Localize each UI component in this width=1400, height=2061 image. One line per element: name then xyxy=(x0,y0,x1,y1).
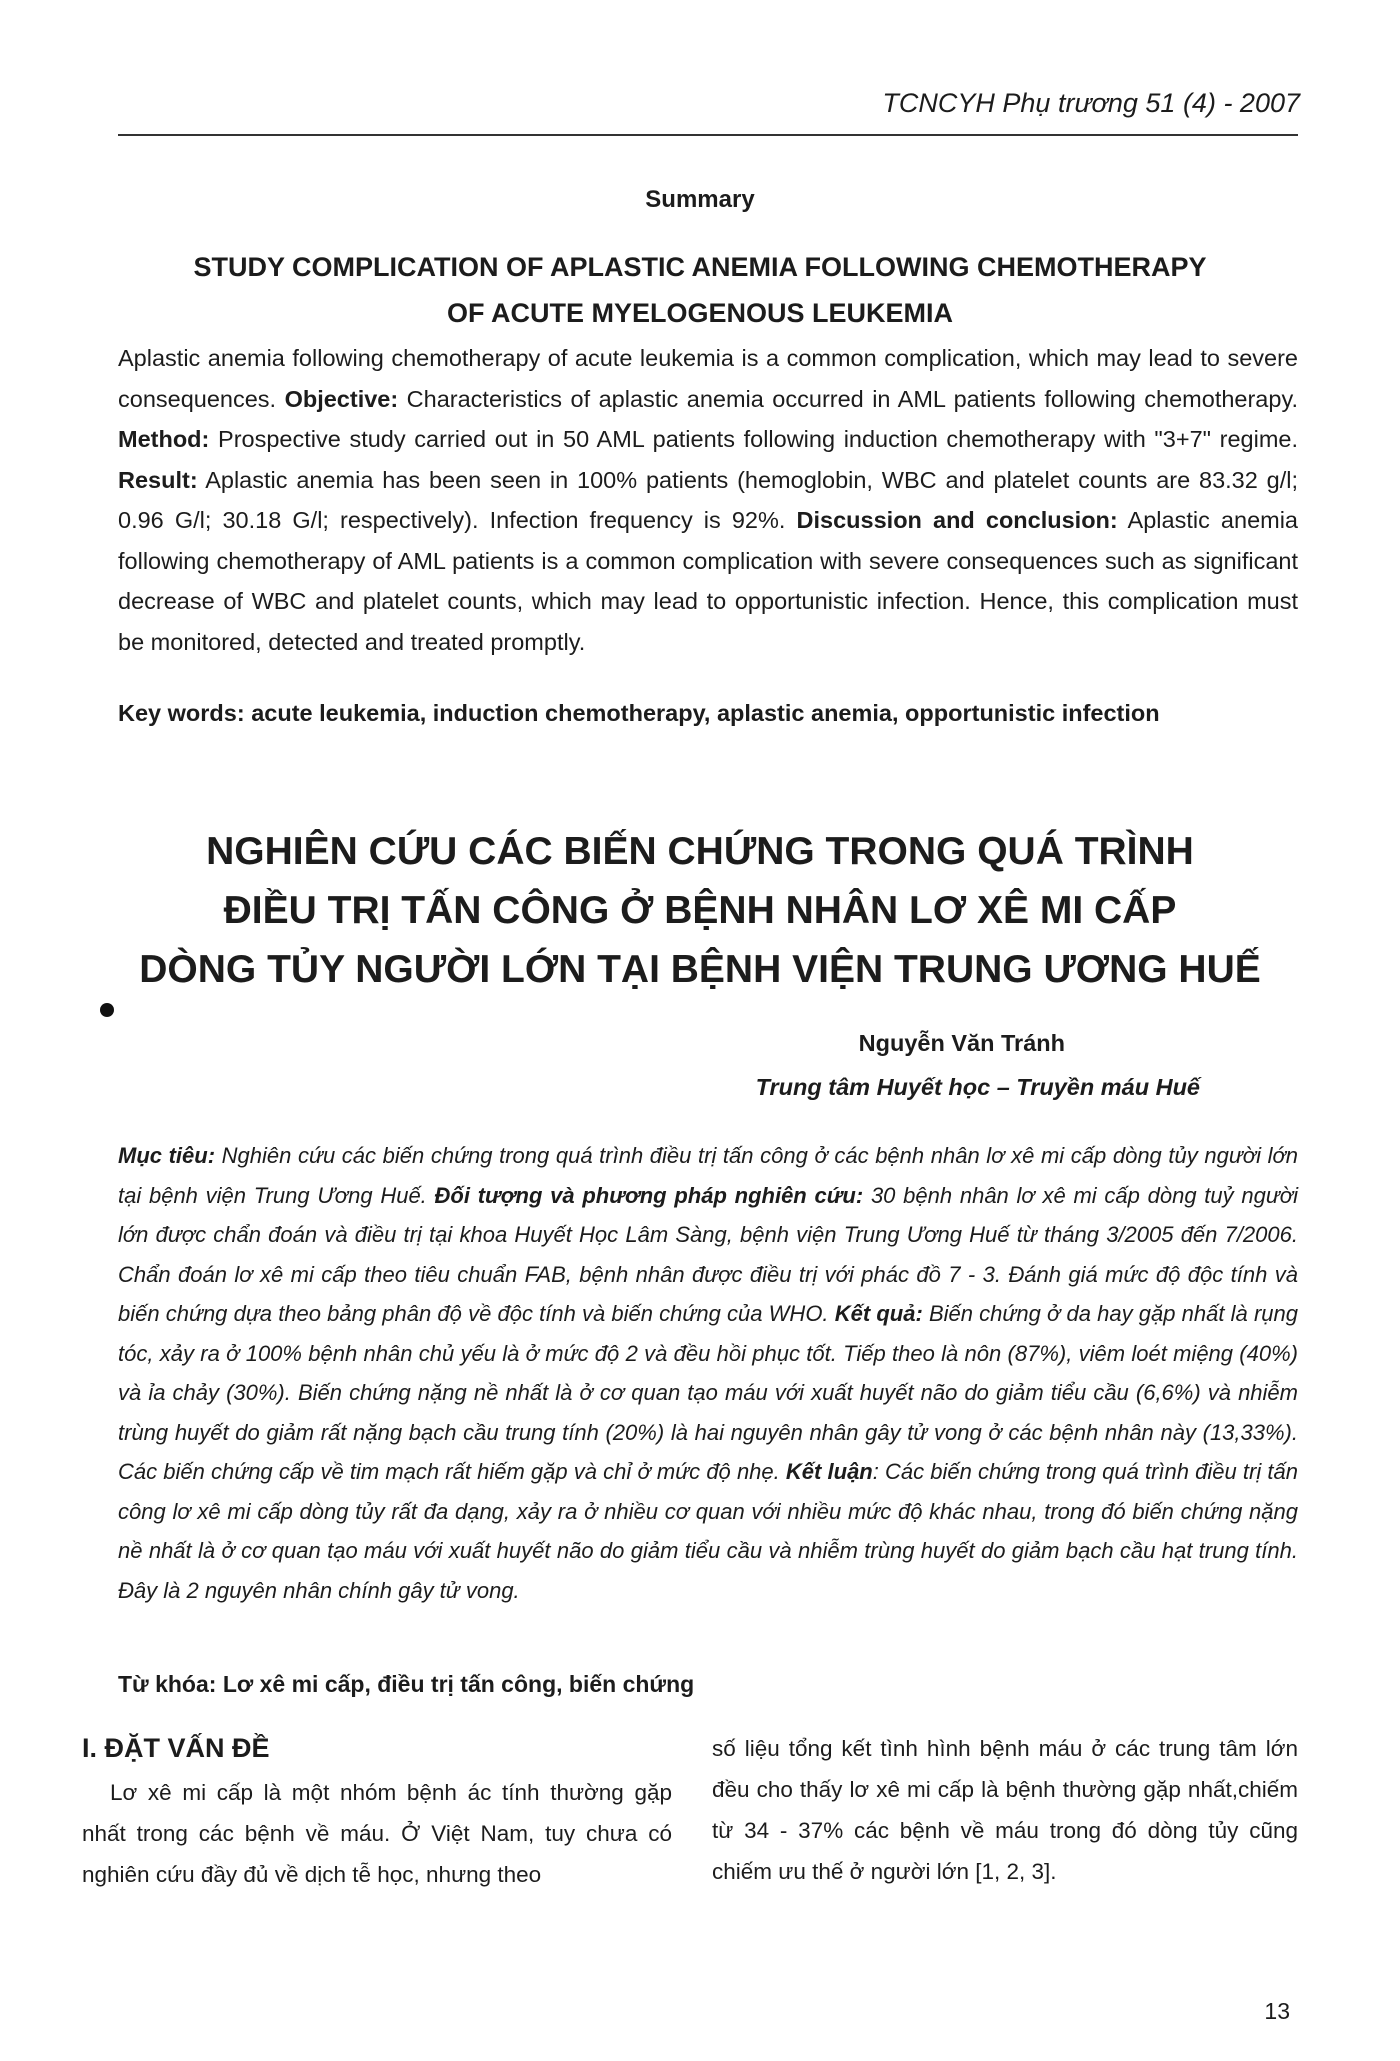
right-column xyxy=(712,1728,1298,1892)
abstract-intro: Aplastic anemia following chemotherapy of acute leukemia is a common complication, which may lead to severe consequences. xyxy=(118,345,1298,412)
english-title xyxy=(100,244,1300,336)
bullet-icon xyxy=(100,1003,114,1017)
method-text: Prospective study carried out in 50 AML patients following induction chemotherapy with "3+7" regime. xyxy=(209,426,1298,452)
vietnamese-title-line: NGHIÊN CỨU CÁC BIẾN CHỨNG TRONG QUÁ TRÌNH xyxy=(206,830,1194,873)
vi-objective-label: Mục tiêu: xyxy=(118,1143,216,1168)
vietnamese-title xyxy=(100,822,1300,999)
vi-subjects-label: Đối tượng và phương pháp nghiên cứu: xyxy=(434,1182,864,1208)
discussion-label: Discussion and conclusion: xyxy=(796,507,1118,533)
page-number: 13 xyxy=(1264,1998,1290,2024)
summary-heading: Summary xyxy=(645,186,755,213)
vi-results-label: Kết quả: xyxy=(834,1301,923,1326)
left-column xyxy=(82,1728,672,1895)
vietnamese-title-line: ĐIỀU TRỊ TẤN CÔNG Ở BỆNH NHÂN LƠ XÊ MI CẤP xyxy=(223,889,1177,932)
vi-conclusion-label: Kết luận xyxy=(785,1459,873,1484)
vi-subjects-text: 30 bệnh nhân lơ xê mi cấp dòng tuỷ người lớn được chẩn đoán và điều trị tại khoa Huyết Học Lâm Sàng, bệnh viện Trung Ương Huế từ tháng 3/2005 đến 7/2006. Chẩn đoán lơ xê mi cấp theo tiêu chuẩn FAB, bệnh nhân được điều trị với phác đồ 7 - 3. Đánh giá mức độ độc tính và biến chứng dựa theo bảng phân độ về độc tính và biến chứng của WHO. xyxy=(118,1182,1298,1326)
result-label: Result: xyxy=(118,466,198,493)
vi-objective-text: Nghiên cứu các biến chứng trong quá trình điều trị tấn công ở các bệnh nhân lơ xê mi cấp dòng tủy người lớn tại bệnh viện Trung Ương Huế. xyxy=(118,1143,1298,1208)
header-divider xyxy=(118,134,1298,136)
journal-reference: TCNCYH Phụ trương 51 (4) - 2007 xyxy=(882,88,1300,118)
vietnamese-abstract xyxy=(118,1136,1298,1610)
vietnamese-keywords: Từ khóa: Lơ xê mi cấp, điều trị tấn công, biến chứng xyxy=(118,1671,695,1697)
vi-results-text: Biến chứng ở da hay gặp nhất là rụng tóc, xảy ra ở 100% bệnh nhân chủ yếu là ở mức độ 2 và đều hồi phục tốt. Tiếp theo là nôn (87%), viêm loét miệng (40%) và ỉa chảy (30%). Biến chứng nặng nề nhất là ở cơ quan tạo máu với xuất huyết não do giảm tiểu cầu (6,6%) và nhiễm trùng huyết do giảm rất nặng bạch cầu trung tính (20%) là hai nguyên nhân gây tử vong ở các bệnh nhân này (13,33%). Các biến chứng cấp về tim mạch rất hiếm gặp và chỉ ở mức độ nhẹ. xyxy=(118,1301,1298,1484)
english-title-line: STUDY COMPLICATION OF APLASTIC ANEMIA FOLLOWING CHEMOTHERAPY xyxy=(193,252,1207,282)
objective-label: Objective: xyxy=(284,385,399,412)
english-keywords: Key words: acute leukemia, induction chemotherapy, aplastic anemia, opportunistic infection xyxy=(118,700,1160,726)
author-name: Nguyễn Văn Tránh xyxy=(858,1030,1065,1056)
english-title-line: OF ACUTE MYELOGENOUS LEUKEMIA xyxy=(446,298,953,328)
section-heading: I. ĐẶT VẤN ĐỀ xyxy=(82,1733,270,1763)
english-abstract xyxy=(118,338,1298,662)
section-body-left: Lơ xê mi cấp là một nhóm bệnh ác tính thường gặp nhất trong các bệnh về máu. Ở Việt Nam, tuy chưa có nghiên cứu đầy đủ về dịch tễ học, nhưng theo xyxy=(82,1780,672,1887)
author-affiliation: Trung tâm Huyết học – Truyền máu Huế xyxy=(755,1074,1200,1100)
section-body-right: số liệu tổng kết tình hình bệnh máu ở các trung tâm lớn đều cho thấy lơ xê mi cấp là bệnh thường gặp nhất,chiếm từ 34 - 37% các bệnh về máu trong đó dòng tủy cũng chiếm ưu thế ở người lớn [1, 2, 3]. xyxy=(712,1736,1298,1884)
vi-conclusion-text: : Các biến chứng trong quá trình điều trị tấn công lơ xê mi cấp dòng tủy rất đa dạng, xảy ra ở nhiều cơ quan với nhiều mức độ khác nhau, trong đó biến chứng nặng nề nhất là ở cơ quan tạo máu với xuất huyết não do giảm tiểu cầu và nhiễm trùng huyết do giảm bạch cầu hạt trung tính. Đây là 2 nguyên nhân chính gây tử vong. xyxy=(118,1459,1298,1603)
result-text: Aplastic anemia has been seen in 100% patients (hemoglobin, WBC and platelet counts are 83.32 g/l; 0.96 G/l; 30.18 G/l; respectively). Infection frequency is 92%. xyxy=(118,466,1298,533)
vietnamese-title-line: DÒNG TỦY NGƯỜI LỚN TẠI BỆNH VIỆN TRUNG ƯƠNG HUẾ xyxy=(139,948,1261,991)
objective-text: Characteristics of aplastic anemia occurred in AML patients following chemotherapy. xyxy=(398,385,1298,412)
discussion-text: Aplastic anemia following chemotherapy of AML patients is a common complication with severe consequences such as significant decrease of WBC and platelet counts, which may lead to opportunistic infection. Hence, this complication must be monitored, detected and treated promptly. xyxy=(118,507,1299,655)
method-label: Method: xyxy=(118,426,210,452)
